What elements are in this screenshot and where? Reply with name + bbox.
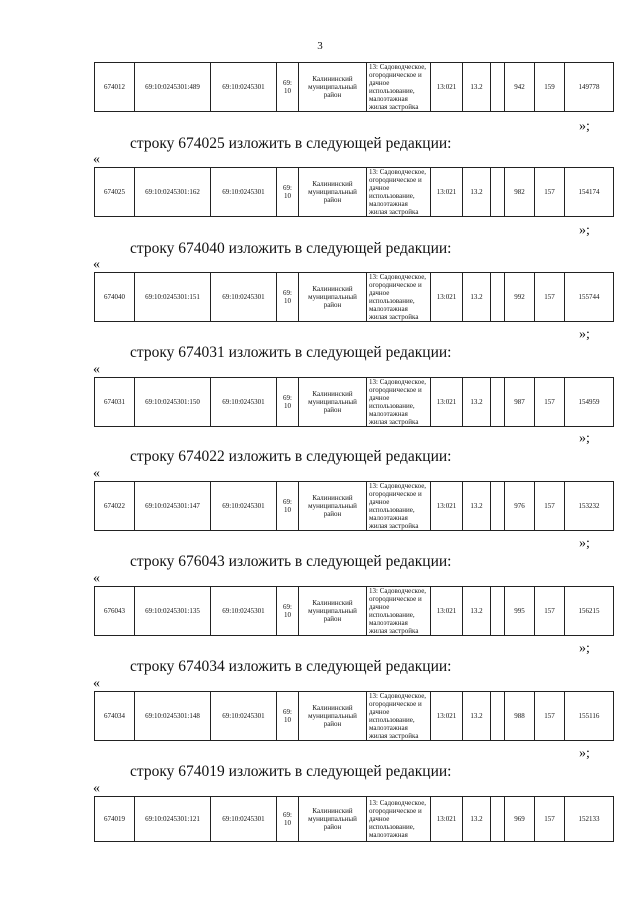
blank-cell xyxy=(491,378,505,427)
blank-cell xyxy=(491,273,505,322)
record-table xyxy=(94,796,614,842)
value-a-cell: 987 xyxy=(505,378,535,427)
cadastral-block-cell: 69:10:0245301 xyxy=(211,797,277,842)
record-table xyxy=(94,272,614,322)
land-use-cell: 13: Садоводческое, огородническое и дачное использование, малоэтажная жилая застройка xyxy=(367,273,431,322)
amendment-heading: строку 674040 изложить в следующей редакции: xyxy=(130,240,452,257)
district-cell: Калининский муниципальный район xyxy=(299,378,367,427)
land-use-cell: 13: Садоводческое, огородническое и дачное использование, малоэтажная жилая застройка xyxy=(367,168,431,217)
code-cell: 674034 xyxy=(95,692,135,741)
table-row xyxy=(95,587,614,636)
code-cell: 674025 xyxy=(95,168,135,217)
group-code-cell: 13:021 xyxy=(431,587,463,636)
group-code-cell: 13:021 xyxy=(431,168,463,217)
subgroup-cell: 13.2 xyxy=(463,168,491,217)
value-c-cell: 155744 xyxy=(565,273,614,322)
subgroup-cell: 13.2 xyxy=(463,378,491,427)
opening-quote: « xyxy=(93,362,100,377)
opening-quote: « xyxy=(93,257,100,272)
value-b-cell: 157 xyxy=(535,482,565,531)
cadastral-number-cell: 69:10:0245301:121 xyxy=(135,797,211,842)
value-a-cell: 969 xyxy=(505,797,535,842)
code-cell: 674019 xyxy=(95,797,135,842)
blank-cell xyxy=(491,797,505,842)
record-table xyxy=(94,62,614,112)
page-number: 3 xyxy=(317,40,323,52)
cadastral-block-cell: 69:10:0245301 xyxy=(211,692,277,741)
value-b-cell: 159 xyxy=(535,63,565,112)
cadastral-block-cell: 69:10:0245301 xyxy=(211,63,277,112)
subgroup-cell: 13.2 xyxy=(463,63,491,112)
land-use-cell: 13: Садоводческое, огородническое и дачное использование, малоэтажная жилая застройка xyxy=(367,692,431,741)
closing-quote: »; xyxy=(579,119,590,134)
region-code-cell: 69: 10 xyxy=(277,587,299,636)
closing-quote: »; xyxy=(579,431,590,446)
cadastral-block-cell: 69:10:0245301 xyxy=(211,273,277,322)
cadastral-block-cell: 69:10:0245301 xyxy=(211,587,277,636)
code-cell: 674031 xyxy=(95,378,135,427)
cadastral-number-cell: 69:10:0245301:162 xyxy=(135,168,211,217)
blank-cell xyxy=(491,587,505,636)
region-code-cell: 69: 10 xyxy=(277,692,299,741)
amendment-heading: строку 674022 изложить в следующей редакции: xyxy=(130,448,452,465)
value-c-cell: 149778 xyxy=(565,63,614,112)
group-code-cell: 13:021 xyxy=(431,797,463,842)
value-b-cell: 157 xyxy=(535,587,565,636)
blank-cell xyxy=(491,63,505,112)
value-a-cell: 942 xyxy=(505,63,535,112)
opening-quote: « xyxy=(93,676,100,691)
cadastral-block-cell: 69:10:0245301 xyxy=(211,378,277,427)
table-row xyxy=(95,378,614,427)
region-code-cell: 69: 10 xyxy=(277,482,299,531)
region-code-cell: 69: 10 xyxy=(277,63,299,112)
subgroup-cell: 13.2 xyxy=(463,692,491,741)
table-row xyxy=(95,482,614,531)
amendment-heading: строку 674034 изложить в следующей редакции: xyxy=(130,658,452,675)
record-table xyxy=(94,586,614,636)
table-row xyxy=(95,63,614,112)
closing-quote: »; xyxy=(579,536,590,551)
subgroup-cell: 13.2 xyxy=(463,797,491,842)
blank-cell xyxy=(491,168,505,217)
value-c-cell: 152133 xyxy=(565,797,614,842)
value-a-cell: 992 xyxy=(505,273,535,322)
subgroup-cell: 13.2 xyxy=(463,273,491,322)
value-a-cell: 988 xyxy=(505,692,535,741)
record-table xyxy=(94,167,614,217)
land-use-cell: 13: Садоводческое, огородническое и дачное использование, малоэтажная жилая застройка xyxy=(367,482,431,531)
code-cell: 674022 xyxy=(95,482,135,531)
subgroup-cell: 13.2 xyxy=(463,587,491,636)
cadastral-number-cell: 69:10:0245301:148 xyxy=(135,692,211,741)
district-cell: Калининский муниципальный район xyxy=(299,587,367,636)
value-b-cell: 157 xyxy=(535,797,565,842)
group-code-cell: 13:021 xyxy=(431,63,463,112)
district-cell: Калининский муниципальный район xyxy=(299,273,367,322)
value-a-cell: 982 xyxy=(505,168,535,217)
value-b-cell: 157 xyxy=(535,692,565,741)
group-code-cell: 13:021 xyxy=(431,692,463,741)
opening-quote: « xyxy=(93,466,100,481)
code-cell: 674012 xyxy=(95,63,135,112)
closing-quote: »; xyxy=(579,327,590,342)
blank-cell xyxy=(491,692,505,741)
region-code-cell: 69: 10 xyxy=(277,797,299,842)
land-use-cell: 13: Садоводческое, огородническое и дачное использование, малоэтажная xyxy=(367,797,431,842)
cadastral-block-cell: 69:10:0245301 xyxy=(211,168,277,217)
closing-quote: »; xyxy=(579,223,590,238)
cadastral-block-cell: 69:10:0245301 xyxy=(211,482,277,531)
region-code-cell: 69: 10 xyxy=(277,168,299,217)
district-cell: Калининский муниципальный район xyxy=(299,168,367,217)
cadastral-number-cell: 69:10:0245301:150 xyxy=(135,378,211,427)
code-cell: 674040 xyxy=(95,273,135,322)
cadastral-number-cell: 69:10:0245301:489 xyxy=(135,63,211,112)
blank-cell xyxy=(491,482,505,531)
district-cell: Калининский муниципальный район xyxy=(299,797,367,842)
cadastral-number-cell: 69:10:0245301:147 xyxy=(135,482,211,531)
closing-quote: »; xyxy=(579,641,590,656)
value-a-cell: 976 xyxy=(505,482,535,531)
group-code-cell: 13:021 xyxy=(431,482,463,531)
code-cell: 676043 xyxy=(95,587,135,636)
amendment-heading: строку 674031 изложить в следующей редакции: xyxy=(130,344,452,361)
land-use-cell: 13: Садоводческое, огородническое и дачное использование, малоэтажная жилая застройка xyxy=(367,63,431,112)
record-table xyxy=(94,377,614,427)
value-c-cell: 154174 xyxy=(565,168,614,217)
opening-quote: « xyxy=(93,781,100,796)
cadastral-number-cell: 69:10:0245301:151 xyxy=(135,273,211,322)
value-c-cell: 153232 xyxy=(565,482,614,531)
value-a-cell: 995 xyxy=(505,587,535,636)
subgroup-cell: 13.2 xyxy=(463,482,491,531)
table-row xyxy=(95,692,614,741)
district-cell: Калининский муниципальный район xyxy=(299,63,367,112)
table-row xyxy=(95,168,614,217)
district-cell: Калининский муниципальный район xyxy=(299,482,367,531)
value-b-cell: 157 xyxy=(535,168,565,217)
land-use-cell: 13: Садоводческое, огородническое и дачное использование, малоэтажная жилая застройка xyxy=(367,587,431,636)
record-table xyxy=(94,691,614,741)
table-row xyxy=(95,797,614,842)
value-b-cell: 157 xyxy=(535,378,565,427)
cadastral-number-cell: 69:10:0245301:135 xyxy=(135,587,211,636)
amendment-heading: строку 674019 изложить в следующей редакции: xyxy=(130,763,452,780)
table-row xyxy=(95,273,614,322)
closing-quote: »; xyxy=(579,746,590,761)
amendment-heading: строку 676043 изложить в следующей редакции: xyxy=(130,553,452,570)
opening-quote: « xyxy=(93,571,100,586)
land-use-cell: 13: Садоводческое, огородническое и дачное использование, малоэтажная жилая застройка xyxy=(367,378,431,427)
region-code-cell: 69: 10 xyxy=(277,378,299,427)
group-code-cell: 13:021 xyxy=(431,273,463,322)
value-c-cell: 154959 xyxy=(565,378,614,427)
value-b-cell: 157 xyxy=(535,273,565,322)
region-code-cell: 69: 10 xyxy=(277,273,299,322)
opening-quote: « xyxy=(93,152,100,167)
value-c-cell: 155116 xyxy=(565,692,614,741)
group-code-cell: 13:021 xyxy=(431,378,463,427)
record-table xyxy=(94,481,614,531)
district-cell: Калининский муниципальный район xyxy=(299,692,367,741)
amendment-heading: строку 674025 изложить в следующей редакции: xyxy=(130,135,452,152)
value-c-cell: 156215 xyxy=(565,587,614,636)
